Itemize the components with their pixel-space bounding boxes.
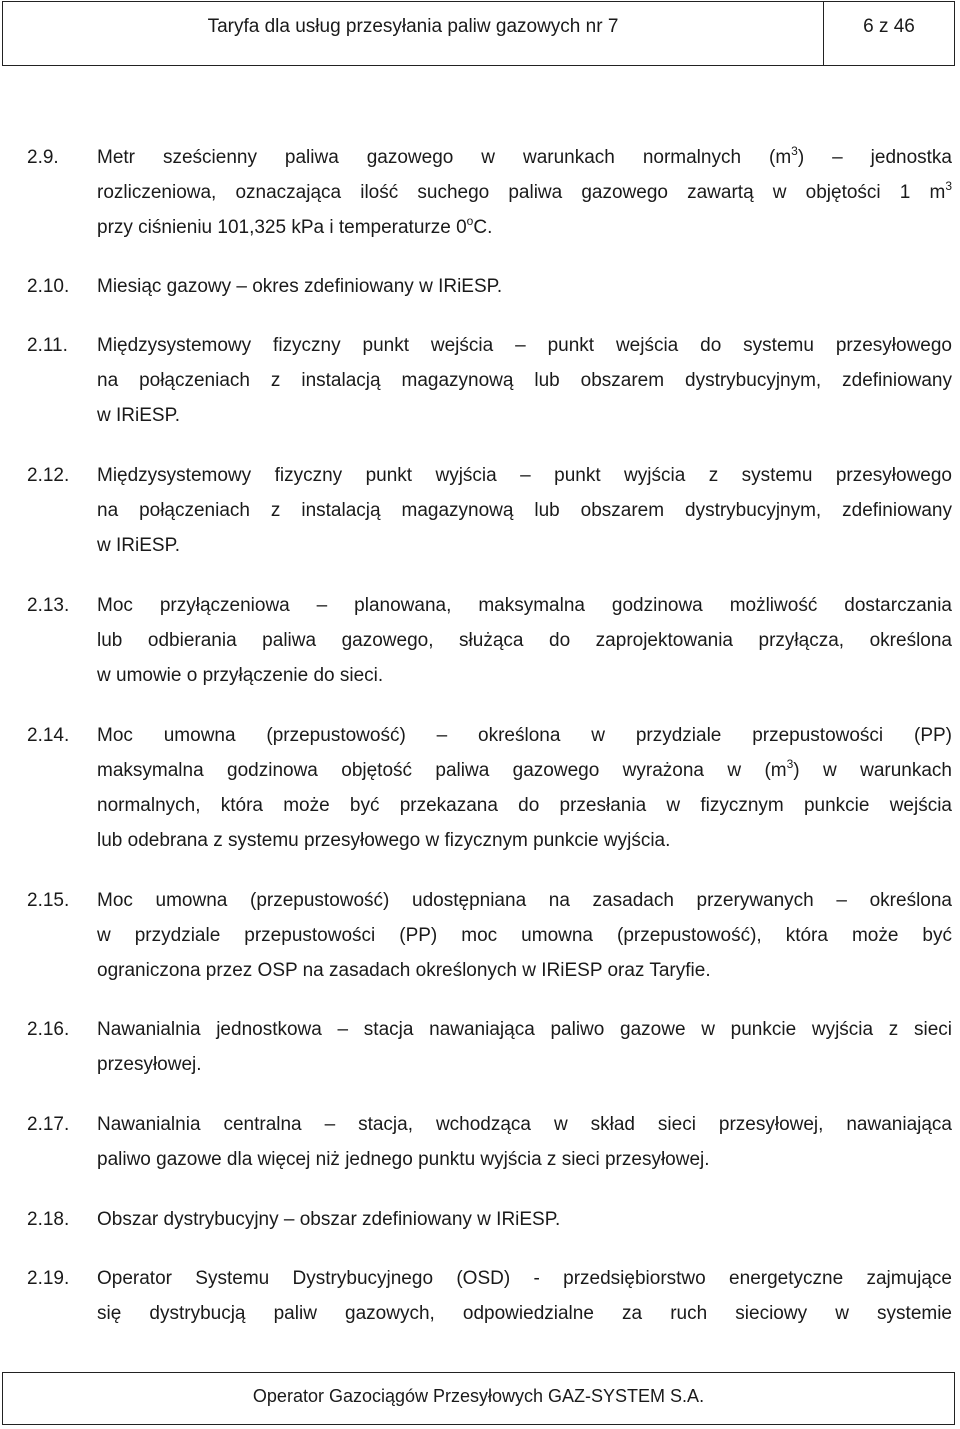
- text-line: Obszar dystrybucyjny – obszar zdefiniowany w IRiESP.: [97, 1209, 561, 1230]
- header-title: Taryfa dla usług przesyłania paliw gazowych nr 7: [207, 16, 619, 37]
- text-line: Międzysystemowy fizyczny punkt wejścia – punkt wejścia do systemu przesyłowego: [97, 335, 952, 356]
- item-text: [97, 883, 952, 988]
- definition-item: [27, 883, 952, 988]
- item-number: 2.10.: [27, 276, 70, 297]
- definition-item: [27, 1012, 952, 1082]
- definition-item: [27, 1107, 952, 1177]
- item-text: [97, 140, 952, 245]
- definition-item: [27, 1202, 952, 1237]
- item-text: [97, 588, 952, 693]
- item-number: 2.15.: [27, 890, 70, 911]
- definition-item: [27, 588, 952, 693]
- text-line: ograniczona przez OSP na zasadach określonych w IRiESP oraz Taryfie.: [97, 960, 711, 981]
- text-line: Moc umowna (przepustowość) udostępniana na zasadach przerywanych – określona: [97, 890, 952, 911]
- definition-item: [27, 718, 952, 858]
- text-line: Operator Systemu Dystrybucyjnego (OSD) - przedsiębiorstwo energetyczne zajmujące: [97, 1268, 952, 1289]
- item-number: 2.11.: [27, 335, 68, 356]
- item-number: 2.18.: [27, 1209, 70, 1230]
- text-line: na połączeniach z instalacją magazynową lub obszarem dystrybucyjnym, zdefiniowany: [97, 370, 952, 391]
- definition-item: [27, 328, 952, 433]
- text-line: lub odbierania paliwa gazowego, służąca do zaprojektowania przyłącza, określona: [97, 630, 952, 651]
- definition-item: [27, 458, 952, 563]
- item-text: [97, 458, 952, 563]
- text-line: Międzysystemowy fizyczny punkt wyjścia – punkt wyjścia z systemu przesyłowego: [97, 465, 952, 486]
- item-number: 2.14.: [27, 725, 70, 746]
- item-text: [97, 1202, 952, 1237]
- text-line: się dystrybucją paliw gazowych, odpowiedzialne za ruch sieciowy w systemie: [97, 1303, 952, 1324]
- item-text: [97, 718, 952, 858]
- page-number: 6 z 46: [863, 16, 915, 37]
- text-line: Miesiąc gazowy – okres zdefiniowany w IRiESP.: [97, 276, 503, 297]
- text-line: rozliczeniowa, oznaczająca ilość suchego paliwa gazowego zawartą w objętości 1 $m^3$: [97, 178, 952, 203]
- item-number: 2.13.: [27, 595, 70, 616]
- text-line: w IRiESP.: [97, 405, 181, 426]
- text-line: przy ciśnieniu 101,325 kPa i temperaturze 0$^o$C.: [97, 213, 493, 238]
- text-line: paliwo gazowe dla więcej niż jednego punktu wyjścia z sieci przesyłowej.: [97, 1149, 710, 1170]
- text-line: Nawanialnia centralna – stacja, wchodząca w skład sieci przesyłowej, nawaniająca: [97, 1114, 952, 1135]
- page-header: [2, 1, 955, 66]
- item-text: [97, 328, 952, 433]
- text-line: lub odebrana z systemu przesyłowego w fizycznym punkcie wyjścia.: [97, 830, 671, 851]
- text-line: Metr sześcienny paliwa gazowego w warunkach normalnych $(m^3)$ – jednostka: [97, 143, 952, 168]
- text-line: na połączeniach z instalacją magazynową lub obszarem dystrybucyjnym, zdefiniowany: [97, 500, 952, 521]
- text-line: w umowie o przyłączenie do sieci.: [97, 665, 384, 686]
- definition-item: [27, 140, 952, 245]
- footer-text: Operator Gazociągów Przesyłowych GAZ-SYSTEM S.A.: [252, 1386, 705, 1406]
- definition-item: [27, 269, 952, 304]
- item-number: 2.12.: [27, 465, 70, 486]
- text-line: Moc umowna (przepustowość) – określona w przydziale przepustowości (PP): [97, 725, 952, 746]
- item-text: [97, 1012, 952, 1082]
- item-text: [97, 1261, 952, 1331]
- definition-item: [27, 1261, 952, 1331]
- item-text: [97, 1107, 952, 1177]
- text-line: w IRiESP.: [97, 535, 181, 556]
- item-text: [97, 269, 952, 304]
- text-line: przesyłowej.: [97, 1054, 202, 1075]
- text-line: Nawanialnia jednostkowa – stacja nawaniająca paliwo gazowe w punkcie wyjścia z sieci: [97, 1019, 952, 1040]
- item-number: 2.17.: [27, 1114, 70, 1135]
- item-number: 2.16.: [27, 1019, 70, 1040]
- text-line: Moc przyłączeniowa – planowana, maksymalna godzinowa możliwość dostarczania: [97, 595, 952, 616]
- text-line: maksymalna godzinowa objętość paliwa gazowego wyrażona w $(m^3)$ w warunkach: [97, 756, 952, 781]
- item-number: 2.9.: [27, 147, 59, 168]
- text-line: w przydziale przepustowości (PP) moc umowna (przepustowość), która może być: [97, 925, 952, 946]
- text-line: normalnych, która może być przekazana do przesłania w fizycznym punkcie wejścia: [97, 795, 952, 816]
- page-footer: [2, 1372, 955, 1425]
- item-number: 2.19.: [27, 1268, 70, 1289]
